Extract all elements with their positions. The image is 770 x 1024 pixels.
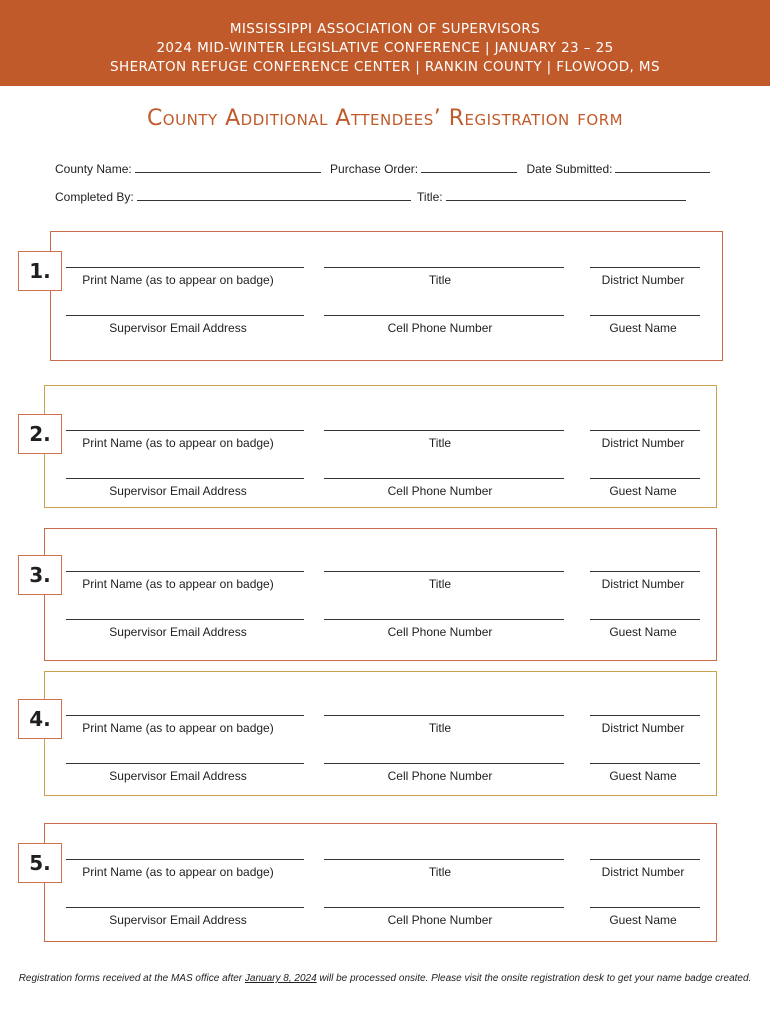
title-label: Title xyxy=(428,577,452,591)
print-name-label: Print Name (as to appear on badge) xyxy=(82,436,274,450)
completed-by-field[interactable] xyxy=(137,191,411,201)
county-name-field[interactable] xyxy=(135,163,321,173)
district-number-field[interactable] xyxy=(590,859,700,860)
district-number-label: District Number xyxy=(601,865,685,879)
district-number-field[interactable] xyxy=(590,571,700,572)
footer-text-1: Registration forms received at the MAS office after xyxy=(18,973,245,984)
attendee-number: 5. xyxy=(18,843,62,883)
title-field[interactable] xyxy=(446,191,686,201)
district-number-label: District Number xyxy=(601,577,685,591)
date-submitted-label: Date Submitted: xyxy=(526,162,613,176)
title-label: Title xyxy=(428,436,452,450)
guest-name-label: Guest Name xyxy=(609,625,677,639)
supervisor-email-field[interactable] xyxy=(66,619,304,620)
meta-row-1 xyxy=(55,162,710,176)
print-name-field[interactable] xyxy=(66,267,304,268)
supervisor-email-field[interactable] xyxy=(66,478,304,479)
title-label: Title: xyxy=(417,190,443,204)
cell-phone-field[interactable] xyxy=(324,619,564,620)
attendee-number: 1. xyxy=(18,251,62,291)
form-title: County Additional Attendees’ Registration form xyxy=(146,106,624,131)
cell-phone-field[interactable] xyxy=(324,478,564,479)
guest-name-label: Guest Name xyxy=(609,321,677,335)
title-field[interactable] xyxy=(324,571,564,572)
district-number-label: District Number xyxy=(601,273,685,287)
guest-name-label: Guest Name xyxy=(609,484,677,498)
title-label: Title xyxy=(428,721,452,735)
district-number-label: District Number xyxy=(601,721,685,735)
header-line-1: MISSISSIPPI ASSOCIATION OF SUPERVISORS xyxy=(229,21,541,37)
footer-text-2: will be processed onsite. Please visit the onsite registration desk to get your name badge created. xyxy=(316,973,752,984)
footer-note xyxy=(0,973,770,984)
cell-phone-label: Cell Phone Number xyxy=(387,625,493,639)
supervisor-email-field[interactable] xyxy=(66,763,304,764)
guest-name-field[interactable] xyxy=(590,763,700,764)
cell-phone-label: Cell Phone Number xyxy=(387,321,493,335)
guest-name-label: Guest Name xyxy=(609,913,677,927)
supervisor-email-label: Supervisor Email Address xyxy=(109,625,247,639)
title-field[interactable] xyxy=(324,715,564,716)
attendee-number: 2. xyxy=(18,414,62,454)
district-number-field[interactable] xyxy=(590,267,700,268)
title-field[interactable] xyxy=(324,430,564,431)
title-label: Title xyxy=(428,865,452,879)
print-name-field[interactable] xyxy=(66,715,304,716)
supervisor-email-label: Supervisor Email Address xyxy=(109,484,247,498)
purchase-order-field[interactable] xyxy=(421,163,517,173)
footer-deadline-date: January 8, 2024 xyxy=(244,973,317,984)
print-name-label: Print Name (as to appear on badge) xyxy=(82,865,274,879)
completed-by-label: Completed By: xyxy=(55,190,134,204)
cell-phone-label: Cell Phone Number xyxy=(387,484,493,498)
meta-row-2 xyxy=(55,190,686,204)
cell-phone-field[interactable] xyxy=(324,763,564,764)
print-name-label: Print Name (as to appear on badge) xyxy=(82,273,274,287)
title-field[interactable] xyxy=(324,267,564,268)
guest-name-field[interactable] xyxy=(590,478,700,479)
attendee-number: 3. xyxy=(18,555,62,595)
district-number-field[interactable] xyxy=(590,715,700,716)
header-line-2: 2024 MID-WINTER LEGISLATIVE CONFERENCE | JANUARY 23 – 25 xyxy=(156,40,614,56)
guest-name-label: Guest Name xyxy=(609,769,677,783)
guest-name-field[interactable] xyxy=(590,907,700,908)
district-number-field[interactable] xyxy=(590,430,700,431)
print-name-label: Print Name (as to appear on badge) xyxy=(82,721,274,735)
supervisor-email-field[interactable] xyxy=(66,907,304,908)
attendee-box xyxy=(50,231,723,361)
supervisor-email-label: Supervisor Email Address xyxy=(109,321,247,335)
header-line-3: SHERATON REFUGE CONFERENCE CENTER | RANKIN COUNTY | FLOWOOD, MS xyxy=(110,59,660,75)
cell-phone-label: Cell Phone Number xyxy=(387,769,493,783)
supervisor-email-field[interactable] xyxy=(66,315,304,316)
guest-name-field[interactable] xyxy=(590,619,700,620)
cell-phone-label: Cell Phone Number xyxy=(387,913,493,927)
attendee-number: 4. xyxy=(18,699,62,739)
cell-phone-field[interactable] xyxy=(324,907,564,908)
county-name-label: County Name: xyxy=(55,162,132,176)
district-number-label: District Number xyxy=(601,436,685,450)
title-field[interactable] xyxy=(324,859,564,860)
conference-header xyxy=(0,0,770,86)
supervisor-email-label: Supervisor Email Address xyxy=(109,769,247,783)
purchase-order-label: Purchase Order: xyxy=(330,162,419,176)
cell-phone-field[interactable] xyxy=(324,315,564,316)
attendee-box xyxy=(44,528,717,661)
print-name-field[interactable] xyxy=(66,859,304,860)
print-name-field[interactable] xyxy=(66,430,304,431)
guest-name-field[interactable] xyxy=(590,315,700,316)
title-label: Title xyxy=(428,273,452,287)
print-name-field[interactable] xyxy=(66,571,304,572)
date-submitted-field[interactable] xyxy=(615,163,710,173)
supervisor-email-label: Supervisor Email Address xyxy=(109,913,247,927)
print-name-label: Print Name (as to appear on badge) xyxy=(82,577,274,591)
